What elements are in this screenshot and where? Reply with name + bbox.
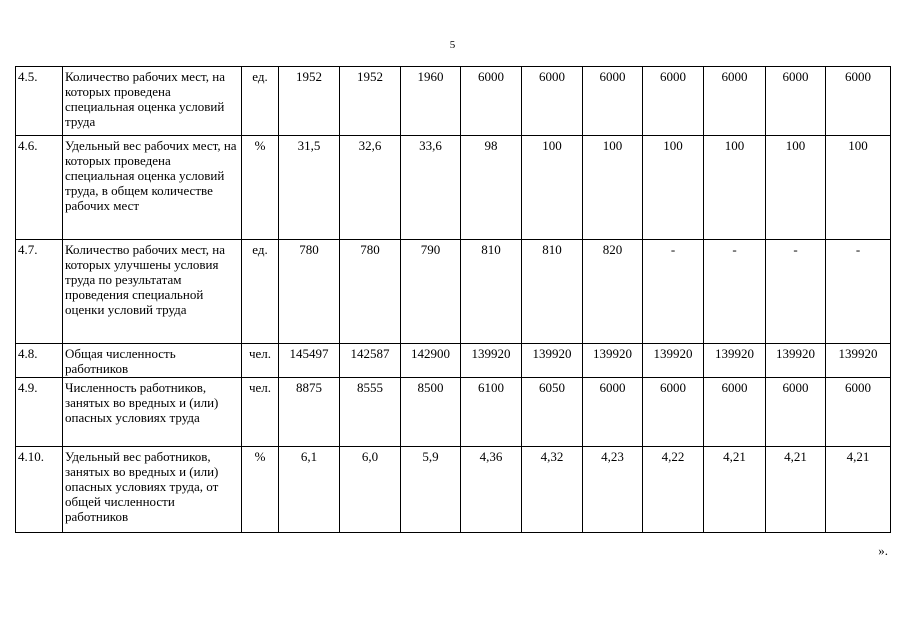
value-cell: 4,21 (826, 447, 891, 533)
value-cell: 1952 (279, 67, 340, 136)
value-cell: 1960 (401, 67, 461, 136)
value-cell: 139920 (522, 344, 583, 378)
value-cell: 780 (279, 240, 340, 344)
value-cell: 780 (340, 240, 401, 344)
unit-cell: % (242, 136, 279, 240)
indicator-name-cell: Количество рабочих мест, на которых улучшены условия труда по результатам проведения специальной оценки условий труда (63, 240, 242, 344)
unit-cell: чел. (242, 378, 279, 447)
row-number-cell: 4.5. (16, 67, 63, 136)
row-number-cell: 4.9. (16, 378, 63, 447)
value-cell: 8555 (340, 378, 401, 447)
table-row (16, 67, 891, 136)
value-cell: 6100 (461, 378, 522, 447)
table-row (16, 447, 891, 533)
value-cell: 1952 (340, 67, 401, 136)
table-row (16, 136, 891, 240)
indicator-name-cell: Количество рабочих мест, на которых проведена специальная оценка условий труда (63, 67, 242, 136)
value-cell: - (643, 240, 704, 344)
value-cell: 100 (766, 136, 826, 240)
value-cell: 820 (583, 240, 643, 344)
value-cell: 4,36 (461, 447, 522, 533)
value-cell: 31,5 (279, 136, 340, 240)
table-body (16, 67, 891, 533)
value-cell: - (766, 240, 826, 344)
value-cell: 100 (522, 136, 583, 240)
value-cell: 6000 (522, 67, 583, 136)
indicator-name-cell: Общая численность работников (63, 344, 242, 378)
value-cell: - (826, 240, 891, 344)
value-cell: 142587 (340, 344, 401, 378)
value-cell: 6000 (704, 378, 766, 447)
value-cell: 4,21 (766, 447, 826, 533)
value-cell: 139920 (704, 344, 766, 378)
value-cell: 139920 (461, 344, 522, 378)
row-number-cell: 4.6. (16, 136, 63, 240)
value-cell: 139920 (643, 344, 704, 378)
value-cell: 4,22 (643, 447, 704, 533)
row-number-cell: 4.8. (16, 344, 63, 378)
value-cell: 33,6 (401, 136, 461, 240)
value-cell: 98 (461, 136, 522, 240)
value-cell: 32,6 (340, 136, 401, 240)
page-number: 5 (449, 39, 456, 51)
closing-quote-mark: ». (878, 543, 888, 558)
value-cell: 8875 (279, 378, 340, 447)
value-cell: 6000 (826, 378, 891, 447)
unit-cell: ед. (242, 67, 279, 136)
value-cell: 6050 (522, 378, 583, 447)
value-cell: 145497 (279, 344, 340, 378)
value-cell: 6000 (766, 67, 826, 136)
indicator-name-cell: Удельный вес рабочих мест, на которых проведена специальная оценка условий труда, в общем количестве рабочих мест (63, 136, 242, 240)
value-cell: 6000 (704, 67, 766, 136)
unit-cell: ед. (242, 240, 279, 344)
value-cell: 142900 (401, 344, 461, 378)
value-cell: 6000 (766, 378, 826, 447)
value-cell: 6000 (643, 67, 704, 136)
value-cell: 8500 (401, 378, 461, 447)
value-cell: 6000 (583, 67, 643, 136)
table-row (16, 378, 891, 447)
value-cell: 810 (461, 240, 522, 344)
value-cell: 139920 (826, 344, 891, 378)
indicators-table (15, 66, 891, 533)
indicator-name-cell: Численность работников, занятых во вредных и (или) опасных условиях труда (63, 378, 242, 447)
value-cell: 6000 (461, 67, 522, 136)
value-cell: 4,23 (583, 447, 643, 533)
value-cell: - (704, 240, 766, 344)
value-cell: 100 (583, 136, 643, 240)
table-row (16, 240, 891, 344)
value-cell: 810 (522, 240, 583, 344)
value-cell: 6000 (826, 67, 891, 136)
row-number-cell: 4.10. (16, 447, 63, 533)
value-cell: 6000 (583, 378, 643, 447)
unit-cell: % (242, 447, 279, 533)
indicator-name-cell: Удельный вес работников, занятых во вредных и (или) опасных условиях труда, от общей численности работников (63, 447, 242, 533)
value-cell: 4,32 (522, 447, 583, 533)
row-number-cell: 4.7. (16, 240, 63, 344)
value-cell: 100 (826, 136, 891, 240)
value-cell: 139920 (766, 344, 826, 378)
table-row (16, 344, 891, 378)
value-cell: 139920 (583, 344, 643, 378)
value-cell: 6,1 (279, 447, 340, 533)
value-cell: 4,21 (704, 447, 766, 533)
value-cell: 790 (401, 240, 461, 344)
unit-cell: чел. (242, 344, 279, 378)
value-cell: 5,9 (401, 447, 461, 533)
value-cell: 100 (704, 136, 766, 240)
value-cell: 6000 (643, 378, 704, 447)
value-cell: 100 (643, 136, 704, 240)
value-cell: 6,0 (340, 447, 401, 533)
